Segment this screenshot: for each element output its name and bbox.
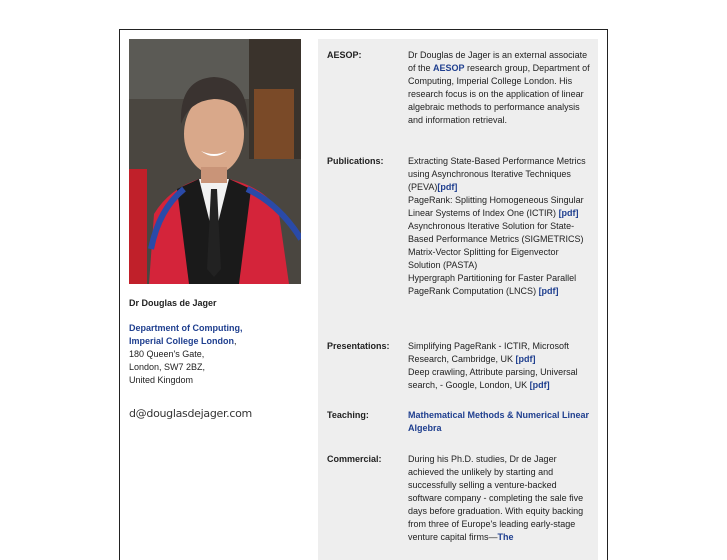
- presentations-label: Presentations:: [327, 341, 390, 351]
- pdf-link[interactable]: [pdf]: [437, 182, 458, 192]
- presentations-list: [408, 340, 593, 392]
- publication-item: [408, 194, 593, 220]
- address-block: [129, 322, 301, 387]
- address-street: 180 Queen's Gate,: [129, 349, 205, 359]
- publication-title: Asynchronous Iterative Solution for State-Based Performance Metrics (SIGMETRICS): [408, 221, 584, 244]
- aesop-text-1: Dr Douglas de Jager is an external associate of the: [408, 50, 588, 73]
- aesop-label: AESOP:: [327, 50, 362, 60]
- address-city: London, SW7 2BZ,: [129, 362, 206, 372]
- presentation-item: [408, 366, 593, 392]
- pdf-link[interactable]: [pdf]: [529, 380, 550, 390]
- address-country: United Kingdom: [129, 375, 194, 385]
- publications-list: [408, 155, 593, 298]
- pdf-link[interactable]: [pdf]: [515, 354, 536, 364]
- publication-title: Hypergraph Partitioning for Faster Parallel PageRank Computation (LNCS): [408, 273, 577, 296]
- publications-label: Publications:: [327, 156, 384, 166]
- publication-title: PageRank: Splitting Homogeneous Singular Linear Systems of Index One (ICTIR): [408, 195, 584, 218]
- publication-item: [408, 220, 593, 246]
- profile-name: Dr Douglas de Jager: [129, 298, 217, 308]
- pdf-link[interactable]: [pdf]: [538, 286, 559, 296]
- presentation-title: Deep crawling, Attribute parsing, Universal search, - Google, London, UK: [408, 367, 578, 390]
- presentation-title: Simplifying PageRank - ICTIR, Microsoft Research, Cambridge, UK: [408, 341, 570, 364]
- commercial-link[interactable]: The: [497, 532, 514, 542]
- teaching-value: [408, 409, 593, 435]
- publication-title: Extracting State-Based Performance Metrics using Asynchronous Iterative Techniques (PEVA): [408, 156, 586, 192]
- presentation-item: [408, 340, 593, 366]
- profile-sidebar: [129, 39, 301, 420]
- publication-item: [408, 272, 593, 298]
- pdf-link[interactable]: [pdf]: [558, 208, 579, 218]
- aesop-text-2: research group, Department of Computing, Imperial College London. His research focus is on the application of linear algebraic methods to performance analysis and information retrieval.: [408, 63, 590, 125]
- email-address: d@douglasdejager.com: [129, 407, 252, 420]
- details-panel: [318, 39, 598, 560]
- teaching-link[interactable]: Mathematical Methods & Numerical Linear Algebra: [408, 410, 590, 433]
- aesop-link[interactable]: AESOP: [433, 63, 465, 73]
- publication-item: [408, 246, 593, 272]
- profile-card: [119, 29, 608, 560]
- department-link[interactable]: Department of Computing,: [129, 323, 243, 333]
- teaching-label: Teaching:: [327, 410, 369, 420]
- profile-photo: [129, 39, 301, 284]
- commercial-label: Commercial:: [327, 454, 382, 464]
- commercial-text: [408, 453, 593, 544]
- college-link[interactable]: Imperial College London: [129, 336, 235, 346]
- college-suffix: ,: [234, 336, 237, 346]
- publication-title: Matrix-Vector Splitting for Eigenvector Solution (PASTA): [408, 247, 559, 270]
- commercial-body: During his Ph.D. studies, Dr de Jager achieved the unlikely by starting and successfully selling a venture-backed software company - completing the sale five days before graduation. With equity backing from three of Europe's leading early-stage venture capital firms—: [408, 454, 584, 542]
- publication-item: [408, 155, 593, 194]
- aesop-text: [408, 49, 593, 127]
